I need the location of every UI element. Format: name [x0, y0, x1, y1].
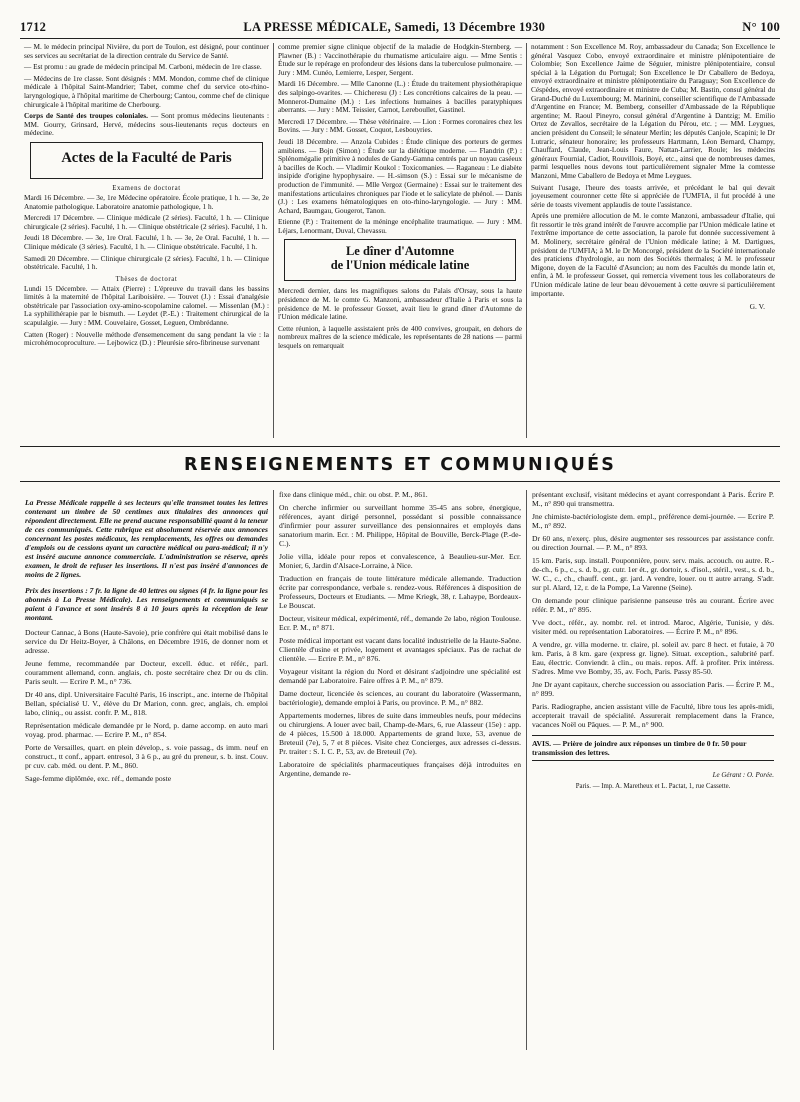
classified-ad: Dr 40 ans, dipl. Universitaire Faculté Paris, 16 inscript., anc. interne de l'hôpital Bellan, spécialisé U. V., élève du Dr Marion, conn. grec, anglais, ch. emploi labo, cliniq., ou assist. confr. P. M., 818. — [25, 690, 268, 718]
classified-ad: Dame docteur, licenciée ès sciences, au courant du laboratoire (Wassermann, bactériologie), demande emploi à Paris, ou province. P. M., n° 882. — [279, 689, 521, 707]
running-head — [20, 20, 780, 39]
notice: La Presse Médicale rappelle à ses lecteurs qu'elle transmet toutes les lettres contenant un timbre de 50 centimes aux titulaires des annonces qui répondent directement. Elle ne prend aucune responsabilité quant à la teneur de ces communiqués. Cette rubrique est absolument réservée aux annonces concernant les postes médicaux, les remplacements, les offres ou demandes d'emplois ou de cessions ayant un caractère médical ou para-médical; il n'y est inséré aucune annonce commerciale. L'administration se réserve, après examen, le droit de refuser les insertions. Il n'est pas inséré d'annonces de moins de 2 lignes. — [25, 497, 268, 579]
paragraph: Mardi 16 Décembre. — 3e, 1re Médecine opératoire. École pratique, 1 h. — 3e, 2e Anatomie pathologique. Laboratoire anatomie pathologique, 1 h. — [24, 192, 269, 211]
classified-ad: Jne chimiste-bactériologiste dem. empl., préférence demi-journée. — Ecrire P. M., n° 892. — [532, 512, 774, 530]
avis-notice: AVIS. — Prière de joindre aux réponses un timbre de 0 fr. 50 pour transmission des lettres. — [532, 735, 774, 761]
classified-ad: Dr 60 ans, n'exerç. plus, désire augmenter ses ressources par assistance confr. ou direction Journal. — P. M., n° 893. — [532, 534, 774, 552]
journal-title: LA PRESSE MÉDICALE, Samedi, 13 Décembre 1930 — [243, 20, 546, 34]
classified-ad: Appartements modernes, libres de suite dans immeubles neufs, pour médecins ou chirurgiens. A louer avec bail, Champ-de-Mars, 6, rue Alasseur (15e) : app. de 4 pièces, 15.500 à 18.000. Appartements de grand luxe, 53, avenue de Breteuil (7e), 5, 7 et 8 pièces. Visite chez Concierges, aux adresses ci-dessus. Pr. traiter : S. I. C. P., 53, av. de Breteuil (7e). — [279, 711, 521, 756]
column-1 — [20, 43, 273, 438]
signature: G. V. — [749, 302, 765, 312]
section-band-title: RENSEIGNEMENTS ET COMMUNIQUÉS — [20, 446, 780, 482]
paragraph: Cette réunion, à laquelle assistaient près de 400 convives, groupait, en dehors de nombreux maîtres de la science médicale, les représentants de 28 nations — parmi lesquels on remarquait — [278, 323, 522, 351]
paragraph: Jeudi 18 Décembre. — Anzola Cubides : Étude clinique des porteurs de germes amibiens. — Bojn (Simon) : Étude sur la diététique moderne. — Flandrin (P.) : Splénomégalie primitive à nodules de Gandy-Gamna centrés par un noyau caséeux à bacilles de Koch. — Vladimir Koukol : Toxicomanies. — Raganeau : Le diabète insipide d'origine hypophysaire. — H.-simson (S.) : Essai sur le mécanisme de production de l'immunité. — Mlle Vergoz (Germaine) : Essai sur le traitement des manifestations articulaires chroniques par l'iode et le salicylate de phénol. — Danis (J.) : Les examens hématologiques en oto-rhino-laryngologie. — Jury : MM. Achard, Baumgau, Gougerot, Tanon. — [278, 136, 522, 215]
paragraph: Lundi 15 Décembre. — Attaix (Pierre) : L'épreuve du travail dans les bassins limités à la maternité de l'hôpital Lariboisière. — Touvet (J.) : Essai d'analgésie obstétricale par l'association oxy-amino-scopolamine calomel. — Missenlan (M.) : La syphilithérapie par le bismuth. — Leydet (P.-E.) : Traitement chirurgical de la scapulalgie. — Jury : MM. Couvelaire, Gosset, Leguen, Ombrédanne. — [24, 283, 269, 328]
issue-number: N° 100 — [742, 20, 780, 34]
paragraph: Mercredi 17 Décembre. — Thèse vétérinaire. — Lion : Formes coronaires chez les Bovins. — Jury : MM. Gosset, Coquot, Lesbouyries. — [278, 116, 522, 135]
classified-ad: Jne Dr ayant capitaux, cherche succession ou association Paris. — Écrire P. M., n° 899. — [532, 680, 774, 698]
printer-line: Paris. — Imp. A. Maretheux et L. Pactat, 1, rue Cassette. — [575, 783, 731, 790]
dinner-box — [284, 239, 516, 281]
classified-ad: A vendre, gr. villa moderne. tr. claire, pl. soleil av. parc 8 hect. et futaie, à 70 km. Paris, à 8 km. gare (express gr. ligne). Situat. exception., salubrité parf. Eau, électric. Conviendr. à clin., ou mais. repos. Aff. à profiter. Prix intéress. S'adres. Mme vve Bomby, 35, av. Foch, Paris. Passy 85-50. — [532, 640, 774, 676]
column-3 — [526, 43, 779, 438]
paragraph: Mardi 16 Décembre. — Mlle Canonne (L.) : Étude du traitement physiothérapique des salpingo-ovarites. — Chicheresu (J) : Les concrétions calcaires de la peau. — Monnerot-Dumaine (M.) : Les infections humaines à bacilles paratyphiques aberrants. — Jury : MM. Teissier, Carnot, Lereboullet, Gastinel. — [278, 79, 522, 115]
top-section — [20, 43, 780, 438]
paragraph: Samedi 20 Décembre. — Clinique chirurgicale (2 séries). Faculté, 1 h. — Clinique obstétricale. Faculté, 1 h. — [24, 253, 269, 272]
paragraph: Mercredi dernier, dans les magnifiques salons du Palais d'Orsay, sous la haute présidence de M. le comte G. Manzoni, ambassadeur d'Italie à Paris et sous la présidence de M. le professeur Gosset, avait lieu le grand dîner d'Automne de l'Union médicale latine. — [278, 286, 522, 322]
box-title-line-2: de l'Union médicale latine — [330, 258, 470, 273]
classified-ad: Représentation médicale demandée pr le Nord, p. dame accomp. en auto mari voyag. prod. pharmac. — Ecrire P. M., n° 854. — [25, 721, 268, 740]
classified-ad: On demande pour clinique parisienne panseuse très au courant. Écrire avec référ. P. M., n° 895. — [532, 596, 774, 614]
gerant-line: Le Gérant : O. Porée. — [712, 771, 774, 779]
classified-ad: Paris. Radiographe, ancien assistant ville de Faculté, libre tous les après-midi, accepterait travail de spécialité. Assurerait remplacement dans la France, vacances Noël ou Pâques. — P. M., n° 900. — [532, 702, 774, 729]
faculty-box — [30, 142, 263, 179]
paragraph: Etienne (P.) : Traitement de la méninge encéphalite traumatique. — Jury : MM. Léjars, Lenormant, Duval, Chevassu. — [278, 217, 522, 235]
paragraph: — M. le médecin principal Nivière, du port de Toulon, est désigné, pour continuer ses services au secrétariat de la direction centrale du Service de Santé. — [24, 43, 269, 60]
box-title: Actes de la Faculté de Paris — [61, 149, 232, 166]
classified-ad: Traduction en français de toute littérature médicale allemande. Traduction écrite par correspondance, verbale s. rendez-vous. Références à disposition de Professeurs, Docteurs et Etudiants. — Mme Kriegk, 38, r. Lahaype, Bordeaux-Le Bouscat. — [279, 574, 521, 610]
classified-ad: On cherche infirmier ou surveillant homme 35-45 ans sobre, énergique, références, ayant dirigé personnel, possédant si possible connaissance d'infirmier pour assurer surveillance des pensionnaires et employés dans sanatorium marin. Ecr. : M. Philippe, Hôpital de Bouville, Berck-Plage (P.-de-C.). — [279, 503, 521, 548]
classified-ad: Jolie villa, idéale pour repos et convalescence, à Beaulieu-sur-Mer. Ecr. Monier, 6, Jardin d'Alsace-Lorraine, à Nice. — [279, 552, 521, 570]
classifieds-section — [20, 490, 780, 1050]
classified-ad: Jeune femme, recommandée par Docteur, excell. éduc. et référ., parl. couramment allemand, conn. anglais, ch. poste secrétaire chez Dr ou ds clin. Paris seult. — Ecrire P. M., n° 736. — [25, 659, 268, 687]
paragraph: — Médecins de 1re classe. Sont désignés : MM. Mondon, comme chef de clinique médicale à l'hôpital Saint-Mandrier; Tabet, comme chef du service oto-rhino-laryngologique, à l'hôpital maritime de Cherbourg; Cantou, comme chef de clinique chirurgicale à l'hôpital maritime de Cherbourg. — [24, 73, 269, 109]
classified-ad: Poste médical important est vacant dans localité industrielle de la Haute-Saône. Clientèle d'usine et privée, logement et avantages spéciaux. Pas de rachat de clientèle. — Ecrire P. M., n° 876. — [279, 636, 521, 663]
paragraph: Mercredi 17 Décembre. — Clinique médicale (2 séries). Faculté, 1 h. — Clinique chirurgicale (2 séries). Faculté, 1 h. — Clinique obstétricale (2 séries). Faculté, 1 h. — [24, 213, 269, 231]
paragraph-text: — Sont promus médecins lieutenants : MM. Gourry, Grinsard, Hervé, médecins sous-lieutenants reçus docteurs en médecine. — [24, 111, 269, 138]
classified-ad: Docteur, visiteur médical, expérimenté, réf., demande 2e labo, région Toulouse. Ecr. P. M., n° 871. — [279, 614, 521, 632]
section-title: Corps de Santé des troupes coloniales. — [24, 111, 148, 121]
paragraph: Jeudi 18 Décembre. — 3e, 1re Oral. Faculté, 1 h. — 3e, 2e Oral. Faculté, 1 h. — Clinique médicale (3 séries). Faculté, 1 h. — Clinique obstétricale. Faculté, 1 h. — [24, 233, 269, 251]
classifieds-column-1 — [20, 490, 273, 1050]
classified-ad: Voyageur visitant la région du Nord et désirant s'adjoindre une spécialité est demandé par Laboratoire. Faire offres à P. M., n° 879. — [279, 667, 521, 685]
section-label: Thèses de doctorat — [115, 275, 178, 283]
classifieds-column-2 — [273, 490, 526, 1050]
paragraph: Catten (Roger) : Nouvelle méthode d'ensemencement du sang pendant la vie : la microhémocoproculture. — Lejbowicz (D.) : Pleurésie séro-fibrineuse survenant — [24, 329, 269, 348]
paragraph: Suivant l'usage, l'heure des toasts arrivée, et précédant le bal qui devait joyeusement couronner cette fête si appréciée de l'UMFIA, il fut procédé à une série de toasts vivement applaudis de toute l'assistance. — [531, 182, 775, 209]
paragraph: notamment : Son Excellence M. Roy, ambassadeur du Canada; Son Excellence le général Vasquez Cobo, envoyé extraordinaire et ministre plénipotentiaire de Colombie; Son Excellence Jaime de Séguier, ministre plénipotentiaire, consul spécial à la Légation du Portugal; Son Excellence le Dr Caballero de Bedoya, envoyé extraordinaire et ministre plénipotentiaire du Paraguay; Son Excellence de Céspèdes, envoyé extraordinaire et ministre de Cuba; M. Bastin, consul général du Grand-Duché du Luxembourg; M. Marinini, conseiller scientifique de l'Ambassade d'Argentine en France; M. Bemberg, conseiller d'Ambassade de la République argentine; M. Raoul Pineyro, consul général d'Argentine à Dantzig; M. Emilio Ortez de Zevallos, secrétaire de la Légation du Pérou, etc. ; — MM. Leygues, ancien président du Conseil; le sénateur Merlin; les députés Canjole, Scapini; le Dr Lutraric, sénateur honoraire; les professeurs Hartmann, Léon Bernard, Champy, Chauffard, Claude, Jean-Louis Faure, Nattan-Larrier, Roule; les médecins généraux Fournial, Cadiot, Rouvillois, Boyé, etc., ainsi que de nombreuses dames, parmi lesquelles nous devons tout particulièrement signaler Mme la comtesse Manzoni, Mme Caballero de Bedoya et Mme Leygues. — [531, 43, 775, 180]
classified-ad: Sage-femme diplômée, exc. réf., demande poste — [25, 774, 172, 784]
classified-ad: présentant exclusif, visitant médecins et ayant correspondant à Paris. Écrire P. M., n° 890 qui transmettra. — [532, 490, 774, 508]
classified-ad: Vve doct., référ., ay. nombr. rel. et introd. Maroc, Algérie, Tunisie, y dés. visiter méd. ou représentation Laboratoires. — Écrire P. M., n° 896. — [532, 618, 774, 636]
paragraph — [24, 112, 269, 138]
paragraph: comme premier signe clinique objectif de la maladie de Hodgkin-Sternberg. — Plawner (B.) : Vaccinothérapie du rhumatisme articulaire aigu. — Mme Sentis : Étude sur le repérage en profondeur des lésions dans la tuberculose pulmonaire. — Jury : MM. Cunéo, Lemierre, Lesper, Sergent. — [278, 43, 522, 77]
classifieds-column-3 — [526, 490, 779, 1050]
classified-ad: Docteur Cannac, à Bons (Haute-Savoie), prie confrère qui était mobilisé dans le service du Dr Heitz-Boyer, à Châlons, en Décembre 1916, de donner nom et adresse. — [25, 628, 268, 656]
paragraph: — Est promu : au grade de médecin principal M. Carboni, médecin de 1re classe. — [24, 62, 262, 72]
newspaper-page — [20, 0, 780, 1102]
classified-ad: fixe dans clinique méd., chir. ou obst. P. M., 861. — [279, 490, 428, 499]
page-number: 1712 — [20, 20, 47, 34]
box-title-line-1: Le dîner d'Automne — [345, 244, 455, 259]
classified-ad: Porte de Versailles, quart. en plein dévelop., s. voie passag., ds imm. neuf en construct., tt conf., appart. entresol, 3 à 6 p., au gré du preneur, s. b. inst. Couv. pr cuv. cab. méd. ou dent. P. M., 860. — [25, 743, 268, 771]
notice-prices: Prix des insertions : 7 fr. la ligne de 40 lettres ou signes (4 fr. la ligne pour les abonnés à La Presse Médicale). Les renseignements et communiqués se paient à l'avance et sont insérés 8 à 10 jours après la réception de leur montant. — [25, 586, 268, 623]
classified-ad: 15 km. Paris, sup. install. Pouponnière, pouv. serv. mais. accouch. ou autre. R.-de-ch., 6 p., c., s. d. b., gr. cutr. 1er ét., gr. dortoir, s. d'isol., stéril., vest., s. d. b., W. C., c., ch., chauff. cent., gr. jard. A vendre, louer. ou tt autre arrang. S'adr. sur pl. Alard, 12, r. de la Pompe, La Varenne (Seine). — [532, 556, 774, 592]
paragraph: Après une première allocution de M. le comte Manzoni, ambassadeur d'Italie, qui fit ressortir le très grand intérêt de l'œuvre accomplie par l'Union médicale latine et l'extrême importance de cette association, la parole fut donnée successivement à M. Molinery, secrétaire général de l'Union médicale latine; à M. Dartigues, président de l'UMFIA; à M. le Dr Moncorgé, président de la Société internationale des praticiens d'hydrologie, au nom des Sociétés thermales; à M. le professeur Migone, doyen de la Faculté d'Asuncion; au nom des Facultés du monde latin et, enfin, à M. le professeur Gosset, qui remercia vivement tous les collaborateurs de l'Union médicale latine de leur beau dévouement à cette œuvre si particulièrement importante. — [531, 211, 775, 298]
section-label: Examens de doctorat — [112, 184, 181, 192]
classified-ad: Laboratoire de spécialités pharmaceutiques françaises déjà introduites en Argentine, demande re- — [279, 760, 521, 778]
column-2 — [273, 43, 526, 438]
